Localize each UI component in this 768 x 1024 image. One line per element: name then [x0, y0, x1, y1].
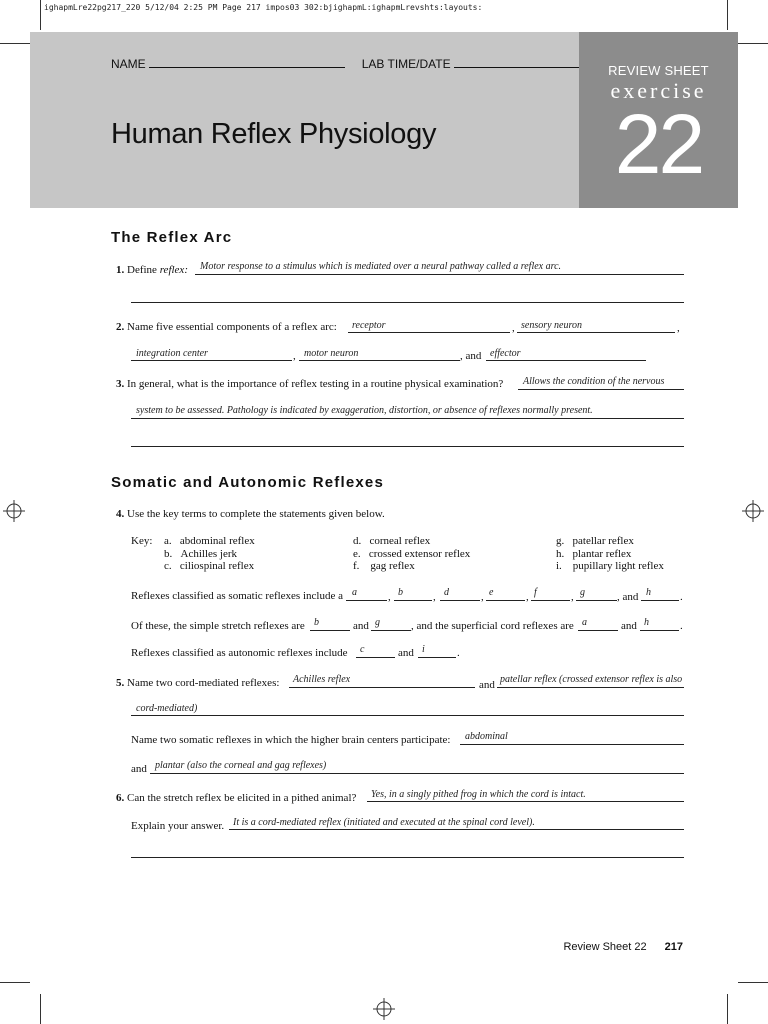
answer-line	[486, 360, 646, 361]
answer-q6[interactable]: Yes, in a singly pithed frog in which the cord is intact.	[371, 789, 586, 800]
blank-line	[640, 630, 679, 631]
blank-somatic-6[interactable]: g	[580, 587, 585, 598]
answer-explain[interactable]: It is a cord-mediated reflex (initiated and executed at the spinal cord level).	[233, 817, 535, 828]
brain-centers-prompt: Name two somatic reflexes in which the higher brain centers participate:	[131, 734, 451, 746]
blank-line	[371, 630, 411, 631]
blank-somatic-4[interactable]: e	[489, 587, 494, 598]
question-4	[116, 508, 385, 520]
period: .	[457, 647, 460, 659]
conjunction: and	[398, 647, 414, 659]
blank-line	[641, 600, 679, 601]
blank-somatic-7[interactable]: h	[646, 587, 651, 598]
blank-line	[310, 630, 350, 631]
blank-stretch-2[interactable]: g	[375, 617, 380, 628]
name-label: NAME	[111, 57, 146, 71]
key-item: h. plantar reflex	[556, 547, 632, 560]
answer-line	[348, 332, 510, 333]
crop-mark	[0, 43, 30, 44]
page-footer	[563, 941, 683, 953]
blank-line	[346, 600, 387, 601]
blank-somatic-2[interactable]: b	[398, 587, 403, 598]
crop-mark	[0, 982, 30, 983]
answer-line	[460, 744, 684, 745]
answer-q1[interactable]: Motor response to a stimulus which is mediated over a neural pathway called a reflex arc.	[200, 261, 562, 272]
registration-mark-icon	[742, 500, 764, 522]
explain-prompt: Explain your answer.	[131, 820, 225, 832]
blank-line	[356, 657, 395, 658]
answer-line	[229, 829, 684, 830]
registration-mark-icon	[3, 500, 25, 522]
conjunction: and	[479, 679, 495, 691]
crop-mark	[40, 0, 41, 30]
answer-receptor[interactable]: receptor	[352, 320, 386, 331]
period: .	[680, 591, 683, 603]
key-item: d. corneal reflex	[353, 535, 431, 547]
answer-line	[518, 389, 684, 390]
question-prompt: Name two cord-mediated reflexes:	[127, 677, 280, 689]
separator: ,	[677, 322, 680, 334]
conjunction: , and	[617, 591, 639, 603]
name-row	[111, 57, 582, 71]
key-item: c. ciliospinal reflex	[164, 560, 255, 572]
crop-mark	[40, 994, 41, 1024]
comma: ,	[433, 591, 436, 603]
answer-cord-reflex-2[interactable]: patellar reflex (crossed extensor reflex is also	[500, 674, 683, 685]
blank-line	[578, 630, 618, 631]
key-item: b. Achilles jerk	[164, 547, 238, 560]
registration-mark-icon	[373, 998, 395, 1020]
question-2	[116, 321, 337, 333]
answer-motor-neuron[interactable]: motor neuron	[304, 348, 359, 359]
question-number: 3.	[116, 378, 125, 390]
labtime-field[interactable]	[454, 57, 582, 68]
conjunction: and	[621, 620, 637, 632]
stretch-prompt: Of these, the simple stretch reflexes are	[131, 620, 305, 632]
crop-mark	[738, 982, 768, 983]
answer-integration-center[interactable]: integration center	[136, 348, 208, 359]
answer-line	[367, 801, 684, 802]
separator: ,	[293, 350, 296, 362]
footer-label: Review Sheet 22	[563, 941, 647, 953]
section-heading-reflex-arc: The Reflex Arc	[111, 229, 233, 246]
blank-line	[576, 600, 617, 601]
blank-stretch-1[interactable]: b	[314, 617, 319, 628]
question-3	[116, 378, 503, 390]
question-number: 6.	[116, 792, 125, 804]
labtime-label: LAB TIME/DATE	[361, 57, 451, 71]
question-number: 1.	[116, 264, 125, 276]
blank-somatic-1[interactable]: a	[352, 587, 357, 598]
answer-line	[497, 687, 684, 688]
answer-line	[195, 274, 684, 275]
crop-mark	[738, 43, 768, 44]
question-number: 2.	[116, 321, 125, 333]
answer-line	[131, 302, 684, 303]
key-item: e. crossed extensor reflex	[353, 547, 471, 560]
question-prompt: Can the stretch reflex be elicited in a pithed animal?	[127, 792, 357, 804]
exercise-number: 22	[614, 97, 703, 191]
blank-line	[418, 657, 456, 658]
question-5	[116, 677, 279, 689]
key-column-2	[353, 535, 470, 573]
conjunction: and	[131, 763, 147, 775]
somatic-prompt: Reflexes classified as somatic reflexes include a	[131, 590, 343, 602]
exercise-box	[579, 32, 738, 208]
superficial-prompt: , and the superficial cord reflexes are	[411, 620, 574, 632]
answer-line	[131, 857, 684, 858]
answer-somatic-2[interactable]: plantar (also the corneal and gag reflexes)	[155, 760, 327, 771]
question-number: 5.	[116, 677, 125, 689]
question-prompt: In general, what is the importance of reflex testing in a routine physical examination?	[127, 378, 504, 390]
period: .	[680, 620, 683, 632]
section-heading-somatic: Somatic and Autonomic Reflexes	[111, 474, 384, 491]
review-sheet-label: REVIEW SHEET	[608, 63, 709, 78]
blank-autonomic-2[interactable]: i	[422, 644, 425, 655]
blank-somatic-5[interactable]: f	[534, 587, 537, 598]
exercise-label: exercise	[610, 78, 707, 103]
page-number: 217	[664, 941, 683, 953]
blank-autonomic-1[interactable]: c	[360, 644, 365, 655]
question-prompt: Use the key terms to complete the statements given below.	[127, 508, 385, 520]
question-prompt: Name five essential components of a reflex arc:	[127, 321, 337, 333]
key-label: Key:	[131, 535, 153, 547]
key-item: i. pupillary light reflex	[556, 560, 664, 572]
answer-line	[299, 360, 460, 361]
blank-superficial-1[interactable]: a	[582, 617, 587, 628]
answer-effector[interactable]: effector	[490, 348, 521, 359]
conjunction: and	[353, 620, 369, 632]
name-field[interactable]	[149, 57, 345, 68]
key-column-1	[164, 535, 255, 573]
comma: ,	[388, 591, 391, 603]
key-column-3	[556, 535, 664, 573]
blank-line	[486, 600, 525, 601]
answer-sensory-neuron[interactable]: sensory neuron	[521, 320, 583, 331]
print-slug: ighapmLre22pg217_220 5/12/04 2:25 PM Page 217 impos03 302:bjighapmL:ighapmLrevshts:layouts:	[44, 3, 483, 12]
blank-superficial-2[interactable]: h	[644, 617, 649, 628]
answer-cord-reflex-1[interactable]: Achilles reflex	[293, 674, 351, 685]
answer-line	[131, 418, 684, 419]
blank-line	[440, 600, 480, 601]
blank-line	[531, 600, 570, 601]
crop-mark	[727, 994, 728, 1024]
blank-line	[394, 600, 432, 601]
separator: ,	[512, 322, 515, 334]
answer-line	[150, 773, 684, 774]
blank-somatic-3[interactable]: d	[444, 587, 449, 598]
autonomic-prompt: Reflexes classified as autonomic reflexes include	[131, 647, 348, 659]
crop-mark	[727, 0, 728, 30]
question-6	[116, 792, 356, 804]
key-item: f. gag reflex	[353, 560, 415, 572]
answer-cord-reflex-2-cont[interactable]: cord-mediated)	[136, 703, 198, 714]
answer-line	[131, 360, 292, 361]
key-item: a. abdominal reflex	[164, 535, 255, 547]
comma: ,	[571, 591, 574, 603]
answer-line	[517, 332, 675, 333]
key-item: g. patellar reflex	[556, 535, 634, 547]
question-term: reflex:	[159, 264, 188, 276]
answer-somatic-1[interactable]: abdominal	[465, 731, 508, 742]
question-prompt: Define	[127, 264, 160, 276]
answer-q3-line1[interactable]: Allows the condition of the nervous	[523, 376, 665, 387]
question-number: 4.	[116, 508, 125, 520]
comma: ,	[481, 591, 484, 603]
answer-q3-line2[interactable]: system to be assessed. Pathology is indicated by exaggeration, distortion, or absence of reflexes normally present.	[136, 405, 593, 416]
comma: ,	[526, 591, 529, 603]
question-1	[116, 264, 188, 276]
separator: , and	[460, 350, 482, 362]
answer-line	[131, 715, 684, 716]
answer-line	[131, 446, 684, 447]
page-title: Human Reflex Physiology	[111, 118, 437, 150]
answer-line	[289, 687, 475, 688]
